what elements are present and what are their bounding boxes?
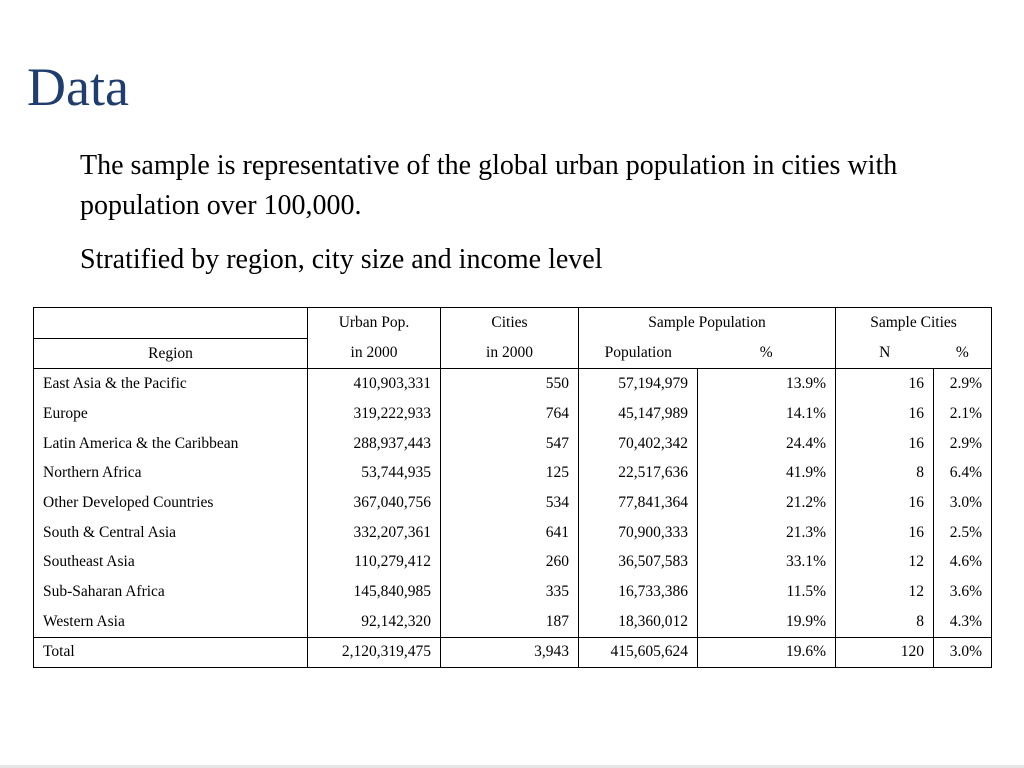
cell-cities-percent: 4.3%	[934, 607, 992, 637]
cell-urban-pop: 367,040,756	[308, 488, 441, 518]
cell-cities-n: 16	[836, 399, 934, 429]
cell-urban-pop: 410,903,331	[308, 369, 441, 399]
header-sample-population: Sample Population	[579, 308, 836, 339]
table-header-row-2	[34, 338, 992, 369]
header-sample-cities: Sample Cities	[836, 308, 992, 339]
cell-cities-n: 16	[836, 429, 934, 459]
header-cities: Cities	[441, 308, 579, 339]
cell-population: 77,841,364	[579, 488, 698, 518]
cell-cities: 547	[441, 429, 579, 459]
cell-urban-pop: 332,207,361	[308, 518, 441, 548]
cell-population-percent: 11.5%	[698, 577, 836, 607]
cell-cities-n: 12	[836, 548, 934, 578]
table-total-row	[34, 637, 992, 668]
header-blank-cell	[34, 308, 308, 339]
cell-cities-percent: 2.1%	[934, 399, 992, 429]
cell-cities-percent: 2.9%	[934, 429, 992, 459]
header-cities-percent: %	[934, 338, 992, 369]
cell-population: 57,194,979	[579, 369, 698, 399]
cell-urban-pop: 92,142,320	[308, 607, 441, 637]
cell-population: 36,507,583	[579, 548, 698, 578]
cell-region: Latin America & the Caribbean	[34, 429, 308, 459]
cell-cities: 260	[441, 548, 579, 578]
cell-cities: 534	[441, 488, 579, 518]
cell-cities-percent: 4.6%	[934, 548, 992, 578]
table-row	[34, 369, 992, 399]
cell-urban-pop: 288,937,443	[308, 429, 441, 459]
cell-cities: 550	[441, 369, 579, 399]
cell-total-population-percent: 19.6%	[698, 637, 836, 668]
cell-population: 18,360,012	[579, 607, 698, 637]
header-urban-pop-year: in 2000	[308, 338, 441, 369]
cell-cities-percent: 3.6%	[934, 577, 992, 607]
header-urban-pop: Urban Pop.	[308, 308, 441, 339]
cell-cities-n: 12	[836, 577, 934, 607]
cell-cities-n: 8	[836, 607, 934, 637]
table-row	[34, 488, 992, 518]
cell-total-urban-pop: 2,120,319,475	[308, 637, 441, 668]
cell-cities: 764	[441, 399, 579, 429]
cell-cities: 187	[441, 607, 579, 637]
cell-cities: 641	[441, 518, 579, 548]
cell-cities-n: 16	[836, 518, 934, 548]
table-row	[34, 577, 992, 607]
cell-total-cities-percent: 3.0%	[934, 637, 992, 668]
cell-region: South & Central Asia	[34, 518, 308, 548]
cell-population-percent: 14.1%	[698, 399, 836, 429]
cell-population-percent: 24.4%	[698, 429, 836, 459]
cell-population: 70,402,342	[579, 429, 698, 459]
cell-population: 16,733,386	[579, 577, 698, 607]
cell-urban-pop: 145,840,985	[308, 577, 441, 607]
cell-population: 22,517,636	[579, 458, 698, 488]
slide-title: Data	[27, 57, 129, 117]
cell-urban-pop: 319,222,933	[308, 399, 441, 429]
cell-cities-percent: 6.4%	[934, 458, 992, 488]
table-row	[34, 548, 992, 578]
cell-cities-percent: 2.9%	[934, 369, 992, 399]
cell-population-percent: 21.2%	[698, 488, 836, 518]
cell-region: Western Asia	[34, 607, 308, 637]
table-row	[34, 607, 992, 637]
cell-cities-n: 16	[836, 369, 934, 399]
header-cities-year: in 2000	[441, 338, 579, 369]
table-row	[34, 458, 992, 488]
cell-population: 45,147,989	[579, 399, 698, 429]
header-cities-n: N	[836, 338, 934, 369]
bullet-stratification: Stratified by region, city size and income level	[80, 244, 603, 275]
cell-cities: 125	[441, 458, 579, 488]
cell-region: Europe	[34, 399, 308, 429]
cell-population-percent: 13.9%	[698, 369, 836, 399]
table-row	[34, 518, 992, 548]
cell-region: Southeast Asia	[34, 548, 308, 578]
header-region: Region	[34, 338, 308, 369]
cell-urban-pop: 53,744,935	[308, 458, 441, 488]
cell-population: 70,900,333	[579, 518, 698, 548]
bullet-list	[80, 146, 980, 294]
cell-cities-n: 16	[836, 488, 934, 518]
cell-population-percent: 33.1%	[698, 548, 836, 578]
table-header-row-1	[34, 308, 992, 339]
cell-cities: 335	[441, 577, 579, 607]
cell-cities-percent: 3.0%	[934, 488, 992, 518]
cell-total-cities-n: 120	[836, 637, 934, 668]
cell-region: Northern Africa	[34, 458, 308, 488]
cell-population-percent: 41.9%	[698, 458, 836, 488]
header-population: Population	[579, 338, 698, 369]
cell-region: Sub-Saharan Africa	[34, 577, 308, 607]
table-row	[34, 399, 992, 429]
cell-total-cities: 3,943	[441, 637, 579, 668]
cell-cities-n: 8	[836, 458, 934, 488]
cell-total-population: 415,605,624	[579, 637, 698, 668]
table-row	[34, 429, 992, 459]
cell-urban-pop: 110,279,412	[308, 548, 441, 578]
cell-total-label: Total	[34, 637, 308, 668]
cell-population-percent: 19.9%	[698, 607, 836, 637]
cell-region: Other Developed Countries	[34, 488, 308, 518]
header-population-percent: %	[698, 338, 836, 369]
cell-population-percent: 21.3%	[698, 518, 836, 548]
data-table	[33, 307, 992, 668]
cell-cities-percent: 2.5%	[934, 518, 992, 548]
bullet-sample-description: The sample is representative of the global urban population in cities with population over 100,000.	[80, 150, 898, 221]
cell-region: East Asia & the Pacific	[34, 369, 308, 399]
